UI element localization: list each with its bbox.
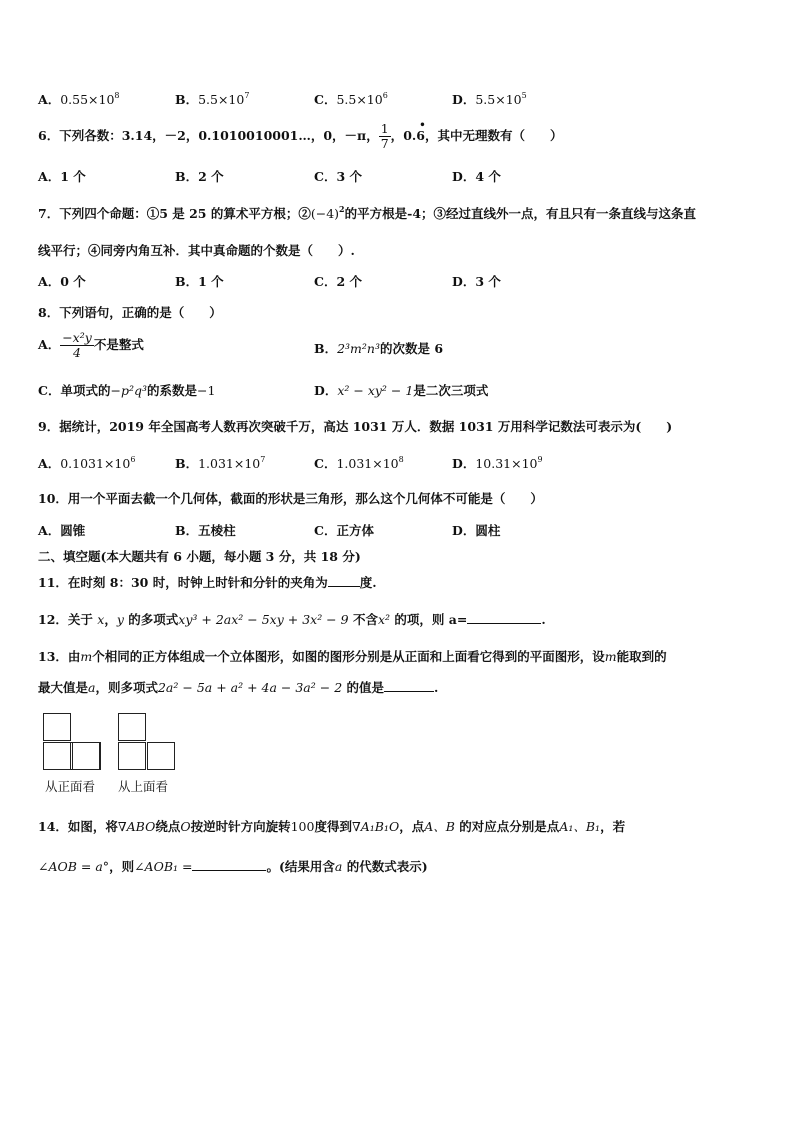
q5-option-c: C．$5.5\times 10^6$ <box>314 91 388 107</box>
q6-option-d: D．4 个 <box>452 169 501 184</box>
q5-option-d: D．$5.5\times 10^5$ <box>452 91 527 107</box>
q10-option-c: C．正方体 <box>314 523 374 538</box>
q9-option-b: B．$1.031\times 10^7$ <box>175 455 266 471</box>
q9-option-a: A．$0.1031\times 10^6$ <box>38 455 136 471</box>
q5-option-a: A．$0.55\times 10^8$ <box>38 91 120 107</box>
q11-stem: 11．在时刻 8：30 时，时钟上时针和分针的夹角为 度. <box>38 575 377 590</box>
q12-stem: 12．关于 x，y 的多项式xy³ + 2ax² − 5xy + 3x² − 9 不含x² 的项，则 a= . <box>38 612 546 627</box>
q9-option-c: C．$1.031\times 10^8$ <box>314 455 404 471</box>
q7-stem-line1: 7．下列四个命题：①5 是 25 的算术平方根；$②(-4)^2$的平方根是-4；③经过直线外一点，有且只有一条直线与这条直 <box>38 204 697 221</box>
q7-option-a: A．0 个 <box>38 274 86 289</box>
q10-stem: 10．用一个平面去截一个几何体，截面的形状是三角形，那么这个几何体不可能是（ ） <box>38 491 543 506</box>
front-view-figure <box>43 713 103 773</box>
front-view-caption: 从正面看 <box>45 779 96 794</box>
q10-option-b: B．五棱柱 <box>175 523 236 538</box>
q14-stem-line2: ∠AOB = a°，则∠AOB₁ = 。(结果用含a 的代数式表示) <box>38 859 428 874</box>
q8-option-c: C．单项式的−p²q³的系数是−1 <box>38 383 216 398</box>
top-view-figure <box>118 713 180 773</box>
q8-option-a: A． $\frac{\text{−x²y}}{4}$ 不是整式 <box>38 330 144 360</box>
q14-stem-line1: 14．如图，将∇ABO绕点O按逆时针方向旋转100度得到∇A₁B₁O，点A、B 的对应点分别是点A₁、B₁，若 <box>38 819 626 834</box>
q13-stem-line2: 最大值是a，则多项式2a² − 5a + a² + 4a − 3a² − 2 的值是 . <box>38 680 439 695</box>
q9-option-d: D．$10.31\times 10^9$ <box>452 455 543 471</box>
q10-option-a: A．圆锥 <box>38 523 86 538</box>
q5-option-b: B．$5.5\times 10^7$ <box>175 91 250 107</box>
q13-stem-line1: 13．由m个相同的正方体组成一个立体图形，如图的图形分别是从正面和上面看它得到的平面图形，设m能取到的 <box>38 649 667 664</box>
top-view-caption: 从上面看 <box>118 779 169 794</box>
q7-option-b: B．1 个 <box>175 274 224 289</box>
q8-stem: 8．下列语句，正确的是（ ） <box>38 305 222 320</box>
q9-stem: 9．据统计，2019 年全国高考人数再次突破千万，高达 1031 万人．数据 1031 万用科学记数法可表示为( ) <box>38 419 673 434</box>
q6-option-c: C．3 个 <box>314 169 363 184</box>
q6-option-a: A．1 个 <box>38 169 86 184</box>
q6-option-b: B．2 个 <box>175 169 224 184</box>
q8-option-b: B．2³m²n³的次数是 6 <box>314 341 444 356</box>
q10-option-d: D．圆柱 <box>452 523 501 538</box>
section-heading: 二、填空题(本大题共有 6 小题，每小题 3 分，共 18 分) <box>38 549 361 564</box>
q7-option-d: D．3 个 <box>452 274 501 289</box>
q7-option-c: C．2 个 <box>314 274 363 289</box>
q8-option-d: D．x² − xy² − 1是二次三项式 <box>314 383 489 398</box>
q6-stem: 6．下列各数：3.14，－2，0.1010010001…，0，－π， $\frac{1}{7}$ ，0.6 • ，其中无理数有（ ） <box>38 120 563 151</box>
q7-stem-line2: 线平行；④同旁内角互补．其中真命题的个数是（ ）. <box>38 243 355 258</box>
